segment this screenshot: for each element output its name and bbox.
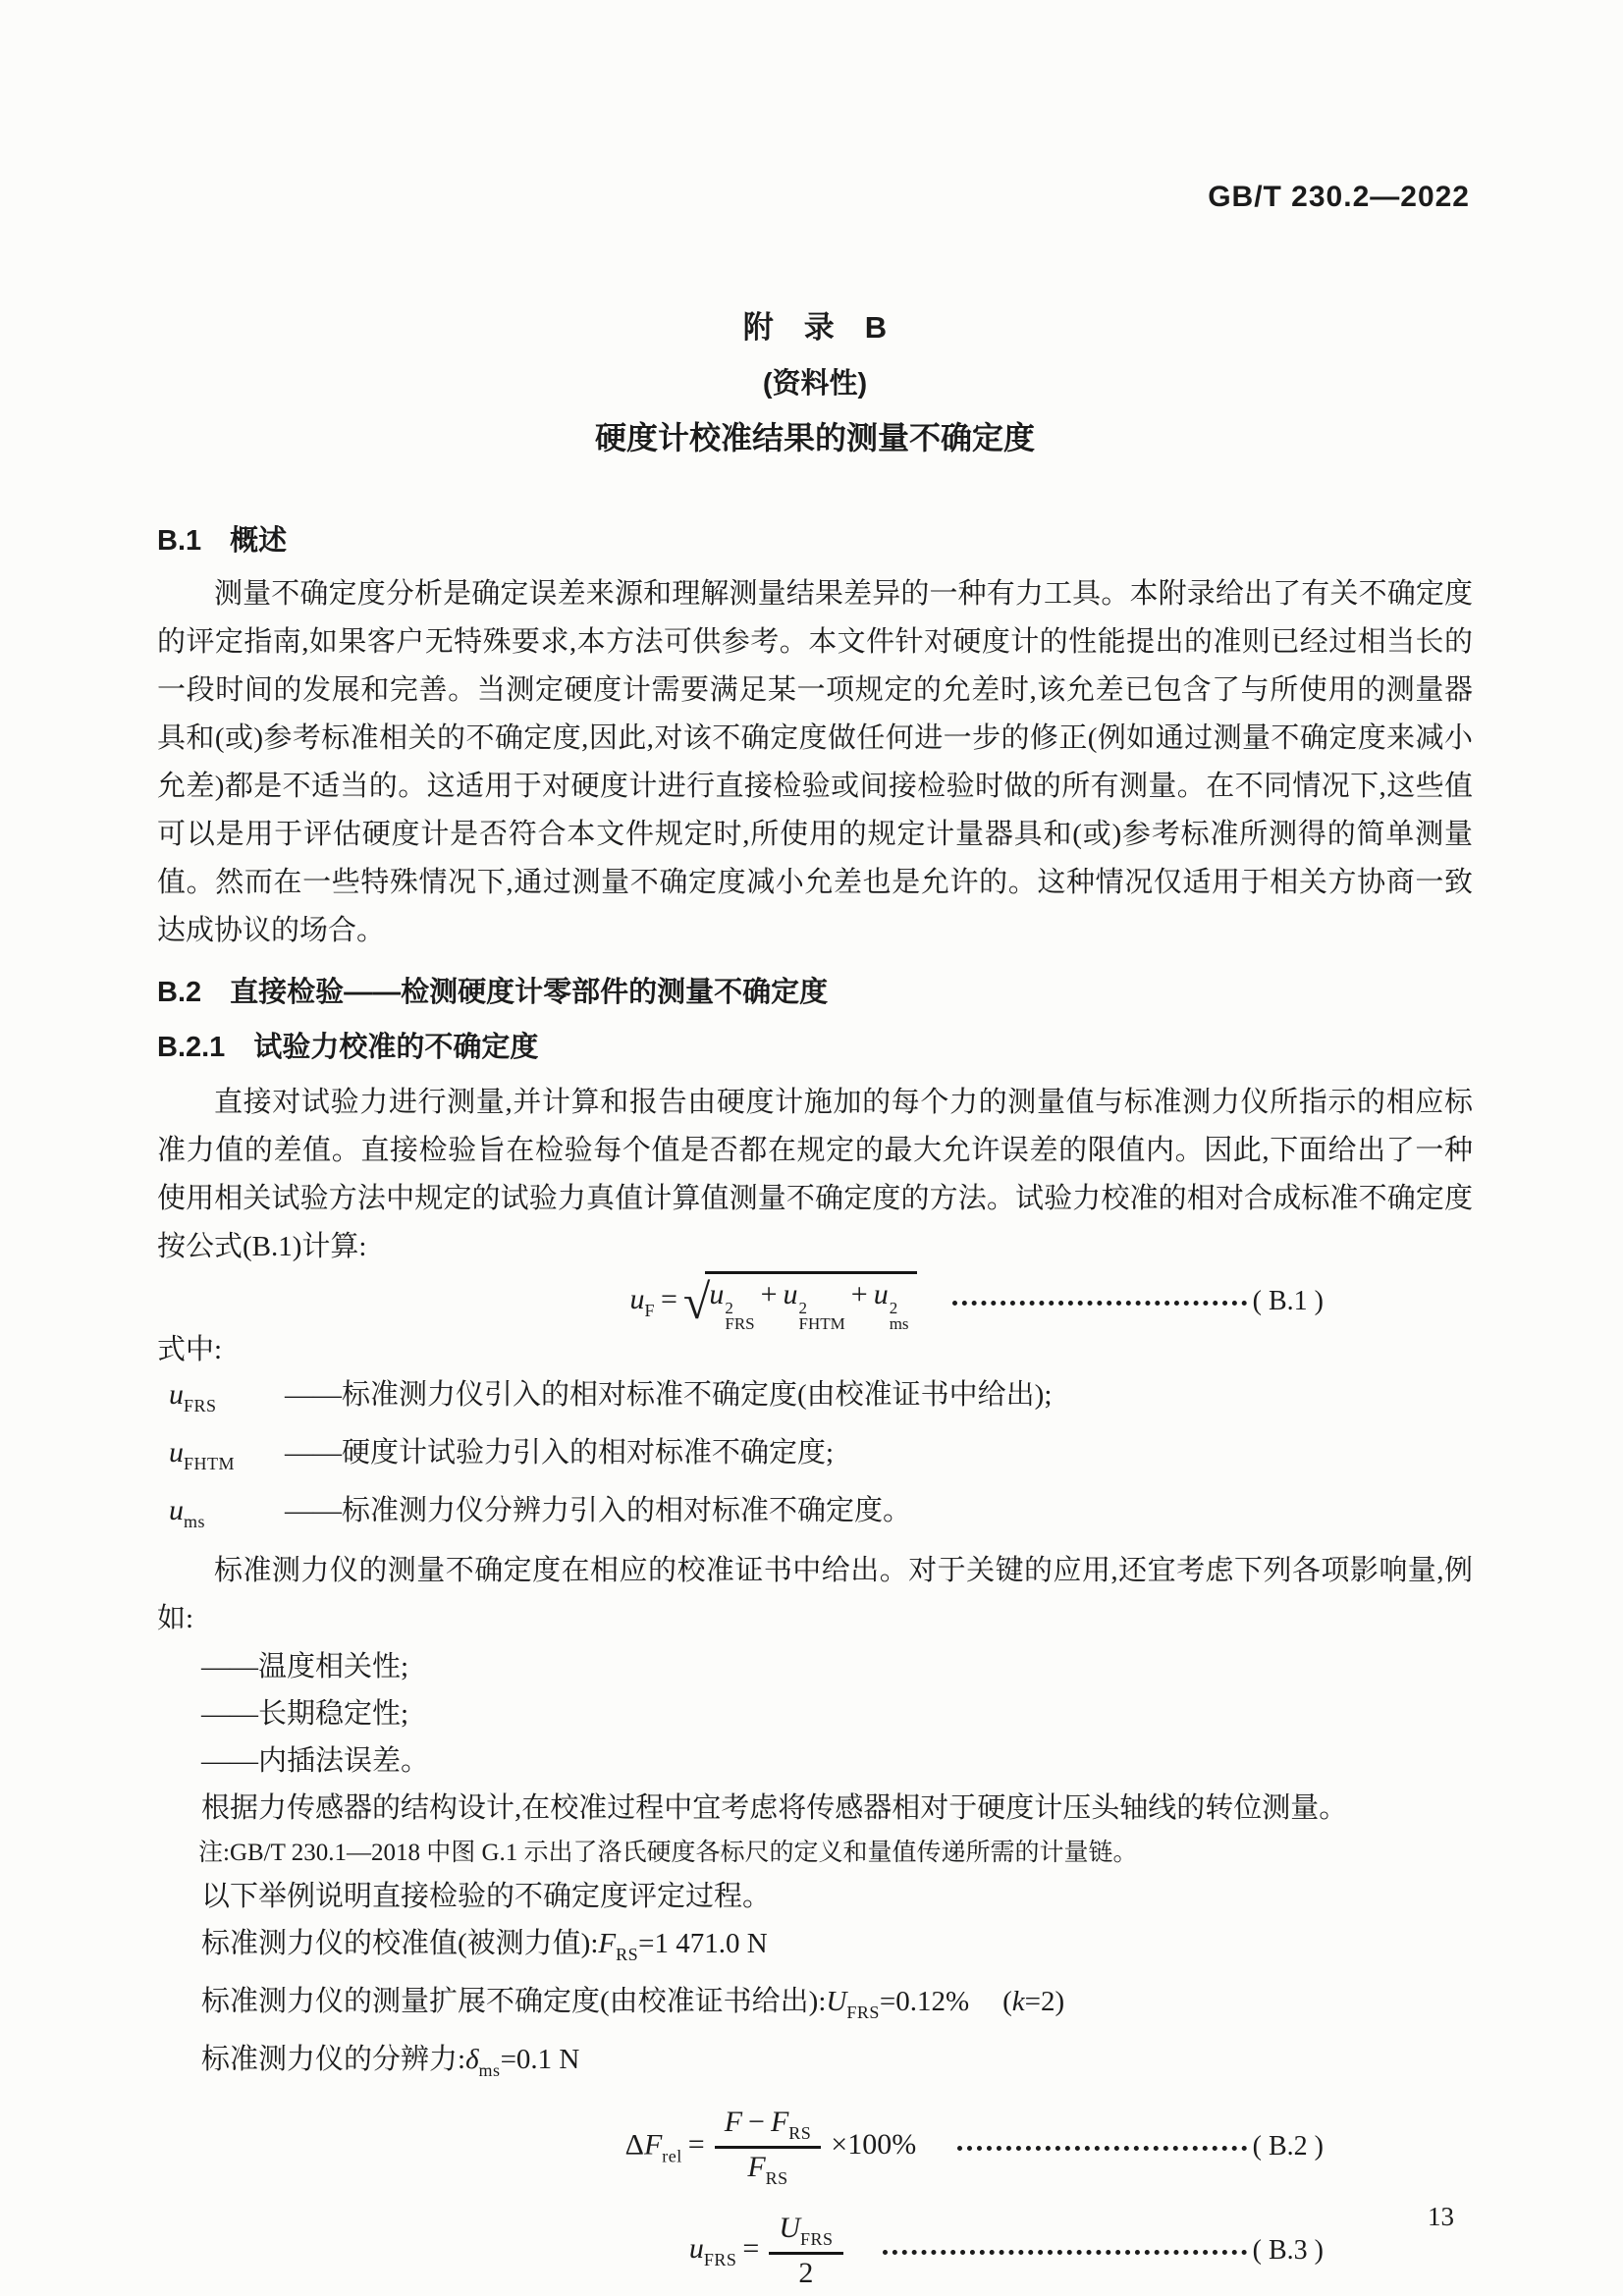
where-desc: ——标准测力仪分辨力引入的相对标准不确定度。 [285,1495,912,1526]
section-heading-b1: B.1 概述 [157,525,288,557]
square-root [683,1271,917,1332]
example-line-resolution [157,2036,1473,2094]
var-u: u [169,1494,184,1526]
var-FRS: F [598,1928,617,1959]
k-open: ( [1002,1986,1012,2017]
fraction [769,2212,842,2290]
plus-sign: + [760,1278,778,1310]
var-uF-sub: F [644,1300,655,1320]
delta-sign: Δ [624,2127,644,2161]
note-text: 注:GB/T 230.1—2018 中图 G.1 示出了洛氏硬度各标尺的定义和量值传递所需的计量链。 [198,1840,1138,1866]
paragraph-b1: 测量不确定度分析是确定误差来源和理解测量结果差异的一种有力工具。本附录给出了有关不确定度的评定指南,如果客户无特殊要求,本方法可供参考。本文件针对硬度计的性能提出的准则已经过相当长的一段时间的发展和完善。当测定硬度计需要满足某一项规定的允差时,该允差已包含了与所使用的测量器具和(或)参考标准相关的不确定度,因此,对该不确定度做任何进一步的修正(例如通过测量不确定度来减小允差)都是不适当的。这适用于对硬度计进行直接检验或间接检验时做的所有测量。在不同情况下,这些值可以是用于评估硬度计是否符合本文件规定时,所使用的规定计量器具和(或)参考标准所测得的简单测量值。然而在一些特殊情况下,通过测量不确定度减小允差也是允许的。这种情况仅适用于相关方协商一致达成协议的场合。 [157,578,1473,946]
var-uFRS-sub: FRS [703,2249,737,2269]
appendix-title: 附 录 B [742,310,888,345]
page-content [157,0,1473,2296]
sup-2: 2 [798,1299,808,1317]
sup-2: 2 [889,1299,898,1317]
var-uFHTM: u [783,1278,798,1310]
var-FRS-sub: RS [616,1945,639,1964]
equals-sign: = [742,2231,760,2265]
var-FRS: F [747,2150,766,2183]
var-delta-ms: δ [465,2044,479,2075]
var-UFRS: U [826,1986,847,2017]
example-exp-value: =0.12% [879,1986,970,2017]
sqrt-radical-icon: √ [682,1274,711,1329]
example-res-value: =0.1 N [500,2044,580,2075]
fraction-numerator [769,2212,842,2255]
influence-item-temperature: ——温度相关性; [201,1651,409,1682]
var-uFHTM-scripts [799,1301,845,1332]
var-F: F [724,2105,743,2138]
var-FRS: F [770,2105,789,2138]
var-UFRS: U [779,2212,800,2244]
var-uFRS: u [709,1278,725,1310]
sub-FRS: FRS [725,1314,755,1333]
var-ums-scripts [890,1301,909,1332]
fraction [715,2106,822,2189]
where-desc: ——标准测力仪引入的相对标准不确定度(由校准证书中给出); [285,1379,1053,1411]
example-res-prefix: 标准测力仪的分辨力: [201,2044,466,2075]
equation-b2-label: ( B.2 ) [1252,2131,1324,2162]
equation-b3-label: ( B.3 ) [1252,2235,1324,2266]
var-u: u [169,1378,184,1411]
fraction-numerator [715,2106,822,2149]
radicand [705,1271,916,1332]
var-k: k [1011,1986,1025,2017]
page-number: 13 [1428,2202,1454,2231]
paragraph-b21: 直接对试验力进行测量,并计算和报告由硬度计施加的每个力的测量值与标准测力仪所指示的相应标准力值的差值。直接检验旨在检验每个值是否都在规定的最大允许误差的限值内。因此,下面给出了一种使用相关试验方法中规定的试验力真值计算值测量不确定度的方法。试验力校准的相对合成标准不确定度按公式(B.1)计算: [157,1087,1473,1262]
where-desc: ——硬度计试验力引入的相对标准不确定度; [285,1437,835,1468]
dotted-leader [952,1301,1247,1306]
equation-b1-label: ( B.1 ) [1252,1286,1324,1316]
var-FRS-sub: RS [765,2167,788,2188]
k-value: =2) [1024,1986,1065,2017]
times-100-percent: ×100% [831,2127,917,2161]
equation-b1-tail [952,1286,1324,1317]
section-heading-b21: B.2.1 试验力校准的不确定度 [157,1032,539,1063]
equation-b3 [157,2204,1473,2296]
fraction-denominator: 2 [798,2257,814,2289]
plus-sign: + [850,1278,868,1310]
var-u-sub: ms [184,1512,206,1531]
example-line-expanded-uncertainty [157,1978,1473,2036]
paragraph-influence: 标准测力仪的测量不确定度在相应的校准证书中给出。对于关键的应用,还宜考虑下列各项影响量,例如: [157,1555,1473,1634]
equation-b2 [157,2096,1473,2198]
equation-b2-tail [957,2131,1324,2163]
where-lead: 式中: [157,1334,223,1365]
var-u-sub: FRS [184,1396,217,1415]
example-line-calibration-value [157,1920,1473,1978]
var-uFRS: u [688,2231,704,2265]
symbol-ums [169,1487,285,1545]
where-item-ums [157,1487,1473,1545]
main-title: 硬度计校准结果的测量不确定度 [594,420,1035,455]
minus-sign: − [748,2105,765,2138]
equation-b1 [157,1271,1473,1333]
var-u-sub: FHTM [184,1454,236,1473]
where-item-ufhtm [157,1429,1473,1487]
dotted-leader [883,2250,1247,2255]
var-FRS-sub: RS [788,2122,812,2143]
var-uFRS-scripts [725,1301,754,1332]
influence-item-stability: ——长期稳定性; [201,1698,409,1730]
example-exp-prefix: 标准测力仪的测量扩展不确定度(由校准证书给出): [201,1986,827,2017]
equals-sign: = [687,2127,705,2161]
paragraph-sensor: 根据力传感器的结构设计,在校准过程中宜考虑将传感器相对于硬度计压头轴线的转位测量。 [201,1792,1348,1824]
var-Frel: F [643,2127,663,2161]
sub-ms: ms [889,1314,909,1333]
var-Frel-sub: rel [662,2145,682,2165]
var-UFRS-sub: FRS [799,2229,834,2249]
symbol-ufhtm [169,1429,285,1487]
sup-2: 2 [725,1299,733,1317]
equation-b2-formula [625,2106,923,2189]
var-ums: u [873,1278,889,1310]
fraction-denominator [737,2149,797,2189]
dotted-leader [957,2146,1246,2151]
example-cal-value: =1 471.0 N [638,1928,768,1959]
doc-number: GB/T 230.2—2022 [1208,181,1470,213]
section-heading-b2: B.2 直接检验——检测硬度计零部件的测量不确定度 [157,977,829,1008]
where-item-ufrs [157,1371,1473,1429]
var-UFRS-sub: FRS [846,2002,880,2022]
sub-FHTM: FHTM [798,1314,845,1333]
equation-b3-formula [689,2212,847,2290]
symbol-ufrs [169,1371,285,1429]
informative-label: (资料性) [762,368,868,400]
var-uF: u [629,1282,645,1315]
equals-sign: = [661,1282,677,1315]
example-intro: 以下举例说明直接检验的不确定度评定过程。 [201,1881,772,1912]
equation-b1-formula [629,1271,916,1332]
example-cal-prefix: 标准测力仪的校准值(被测力值): [201,1928,599,1959]
influence-item-interpolation: ——内插法误差。 [201,1745,430,1777]
equation-b3-tail [883,2235,1324,2267]
var-u: u [169,1436,184,1468]
var-delta-ms-sub: ms [478,2060,501,2080]
